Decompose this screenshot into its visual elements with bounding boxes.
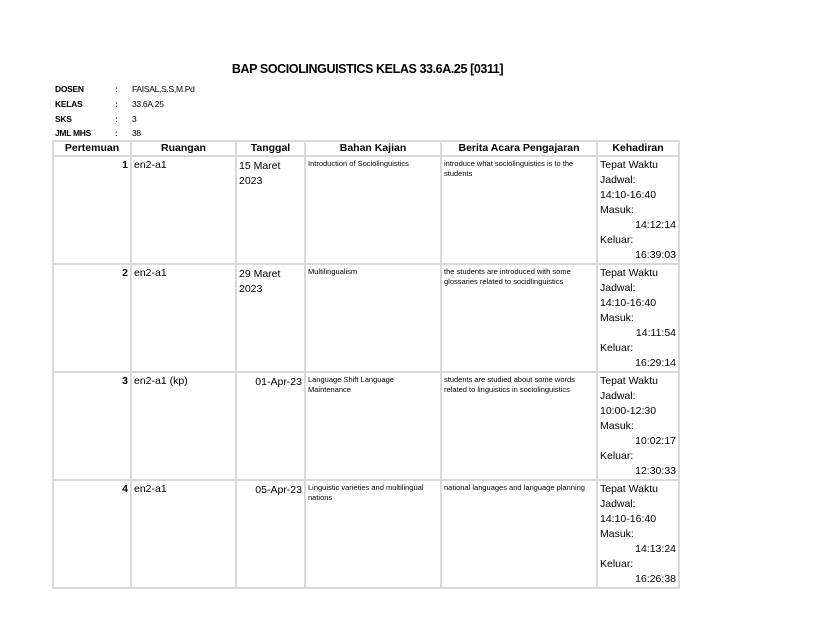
header-tanggal: Tanggal (236, 141, 305, 156)
meta-key: KELAS (55, 99, 83, 109)
jadwal-label: Jadwal: (600, 498, 636, 510)
masuk-value: 14:13:24 (635, 543, 676, 555)
masuk-label: Masuk: (600, 312, 634, 324)
meta-colon: : (115, 84, 118, 94)
keluar-value: 12:30:33 (635, 465, 676, 477)
header-kehadiran: Kehadiran (597, 141, 679, 156)
keluar-value: 16:29:14 (635, 357, 676, 369)
masuk-label: Masuk: (600, 420, 634, 432)
status-text: Tepat Waktu (600, 159, 658, 171)
cell-kehadiran (597, 372, 679, 480)
cell-ruangan: en2-a1 (131, 480, 236, 588)
cell-kehadiran (597, 480, 679, 588)
meta-key: SKS (55, 114, 72, 124)
cell-tanggal: 05-Apr-23 (236, 480, 305, 588)
keluar-label: Keluar: (600, 342, 634, 354)
jadwal-value: 14:10-16:40 (600, 189, 657, 201)
jadwal-label: Jadwal: (600, 390, 636, 402)
document-title: BAP SOCIOLINGUISTICS KELAS 33.6A.25 [0311] (231, 62, 504, 76)
cell-pertemuan: 4 (53, 480, 131, 588)
masuk-value: 10:02:17 (635, 435, 676, 447)
status-text: Tepat Waktu (600, 267, 658, 279)
meta-value: FAISAL,S.S,M.Pd (132, 84, 195, 94)
cell-tanggal: 29 Maret 2023 (236, 264, 305, 372)
table-header-row (53, 141, 679, 156)
table-row (53, 264, 679, 372)
masuk-value: 14:11:54 (635, 327, 676, 339)
cell-ruangan: en2-a1 (131, 264, 236, 372)
keluar-label: Keluar: (600, 558, 634, 570)
cell-ruangan: en2-a1 (kp) (131, 372, 236, 480)
masuk-value: 14:12:14 (635, 219, 676, 231)
meta-key: DOSEN (55, 84, 84, 94)
masuk-label: Masuk: (600, 528, 634, 540)
cell-tanggal: 01-Apr-23 (236, 372, 305, 480)
jadwal-label: Jadwal: (600, 282, 636, 294)
cell-tanggal: 15 Maret 2023 (236, 156, 305, 264)
header-pertemuan: Pertemuan (53, 141, 131, 156)
jadwal-label: Jadwal: (600, 174, 636, 186)
meta-value: 38 (132, 128, 141, 138)
table-row (53, 480, 679, 588)
meta-value: 3 (132, 114, 137, 124)
cell-bahan-kajian: Linguistic varieties and multilingual nations (305, 480, 441, 588)
meta-value: 33.6A.25 (132, 99, 164, 109)
table-row (53, 372, 679, 480)
status-text: Tepat Waktu (600, 483, 658, 495)
meta-colon: : (115, 114, 118, 124)
meta-colon: : (115, 99, 118, 109)
meta-colon: : (115, 128, 118, 138)
cell-berita-acara: the students are introduced with some glossaries related to socidlinguistics (441, 264, 597, 372)
cell-pertemuan: 3 (53, 372, 131, 480)
header-ruangan: Ruangan (131, 141, 236, 156)
jadwal-value: 14:10-16:40 (600, 297, 657, 309)
attendance-table (52, 140, 680, 589)
cell-berita-acara: students are studied about some words related to linguistics in sociolinguistics (441, 372, 597, 480)
cell-pertemuan: 1 (53, 156, 131, 264)
header-berita-acara: Berita Acara Pengajaran (441, 141, 597, 156)
cell-pertemuan: 2 (53, 264, 131, 372)
jadwal-value: 14:10-16:40 (600, 513, 657, 525)
cell-bahan-kajian: Introduction of Sociolinguistics (305, 156, 441, 264)
cell-kehadiran (597, 264, 679, 372)
cell-berita-acara: national languages and language planning (441, 480, 597, 588)
jadwal-value: 10:00-12:30 (600, 405, 657, 417)
cell-kehadiran (597, 156, 679, 264)
cell-bahan-kajian: Multilingualism (305, 264, 441, 372)
cell-berita-acara: introduce what sociolinguistics is to the students (441, 156, 597, 264)
keluar-value: 16:39:03 (635, 249, 676, 261)
status-text: Tepat Waktu (600, 375, 658, 387)
meta-key: JML MHS (55, 128, 91, 138)
keluar-label: Keluar: (600, 234, 634, 246)
masuk-label: Masuk: (600, 204, 634, 216)
table-row (53, 156, 679, 264)
cell-bahan-kajian: Language Shift Language Maintenance (305, 372, 441, 480)
cell-ruangan: en2-a1 (131, 156, 236, 264)
header-bahan-kajian: Bahan Kajian (305, 141, 441, 156)
keluar-value: 16:26:38 (635, 573, 676, 585)
keluar-label: Keluar: (600, 450, 634, 462)
